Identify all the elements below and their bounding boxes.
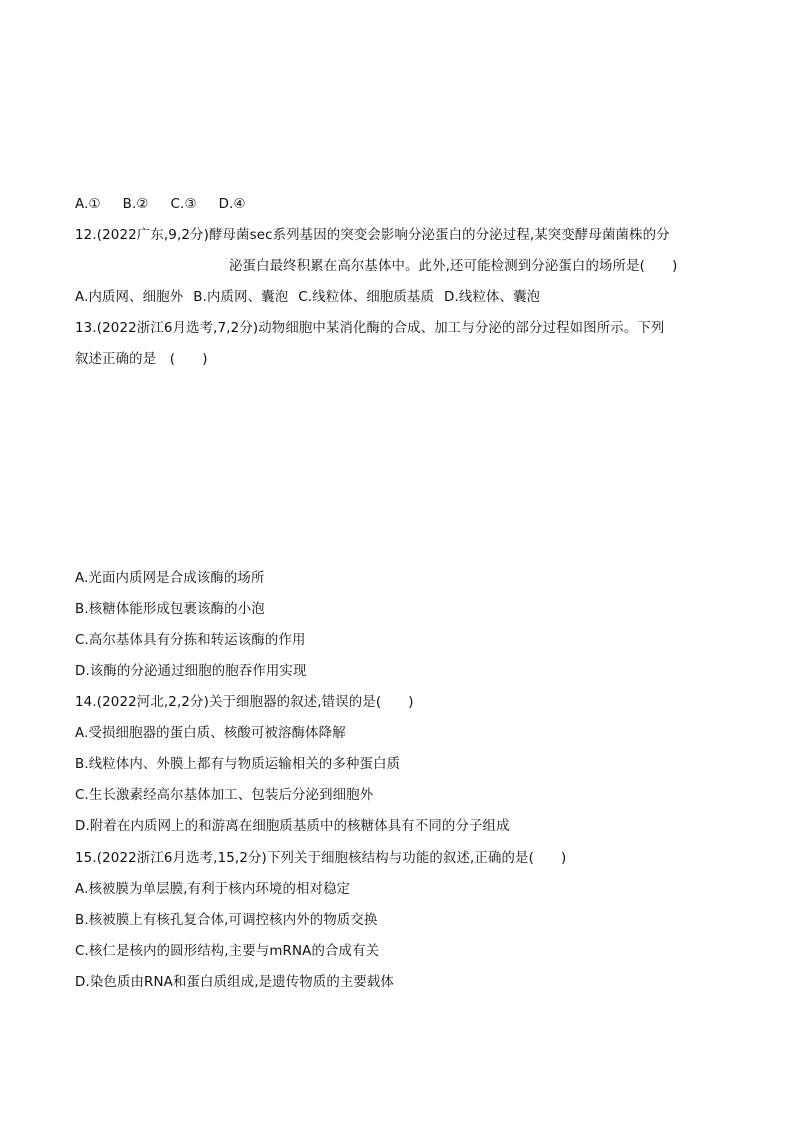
q13-option-b: B.核糖体能形成包裹该酶的小泡 xyxy=(75,602,265,617)
q12-stem-line2: 泌蛋白最终积累在高尔基体中。此外,还可能检测到分泌蛋白的场所是( ) xyxy=(229,259,678,274)
q15-option-c: C.核仁是核内的圆形结构,主要与mRNA的合成有关 xyxy=(75,944,380,959)
q14-option-b: B.线粒体内、外膜上都有与物质运输相关的多种蛋白质 xyxy=(75,757,401,772)
q15-option-b: B.核被膜上有核孔复合体,可调控核内外的物质交换 xyxy=(75,913,378,928)
q12-option-c: C.线粒体、细胞质基质 xyxy=(298,290,435,305)
q13-option-d: D.该酶的分泌通过细胞的胞吞作用实现 xyxy=(75,664,307,679)
q14-option-c: C.生长激素经高尔基体加工、包装后分泌到细胞外 xyxy=(75,788,374,803)
q12-option-d: D.线粒体、囊泡 xyxy=(444,290,541,305)
q15-option-a: A.核被膜为单层膜,有利于核内环境的相对稳定 xyxy=(75,882,351,897)
q11-option-c: C.③ xyxy=(170,197,197,212)
q11-option-d: D.④ xyxy=(218,197,246,212)
q14-option-a: A.受损细胞器的蛋白质、核酸可被溶酶体降解 xyxy=(75,726,346,741)
q13-option-a: A.光面内质网是合成该酶的场所 xyxy=(75,571,265,586)
q12-stem-line1: 12.(2022广东,9,2分)酵母菌sec系列基因的突变会影响分泌蛋白的分泌过程,某突变酵母菌菌株的分 xyxy=(75,228,670,243)
q15-stem: 15.(2022浙江6月选考,15,2分)下列关于细胞核结构与功能的叙述,正确的是( ) xyxy=(75,851,567,866)
q13-stem-line2: 叙述正确的是 ( ) xyxy=(75,352,208,367)
q14-stem: 14.(2022河北,2,2分)关于细胞器的叙述,错误的是( ) xyxy=(75,695,414,710)
q11-option-b: B.② xyxy=(122,197,149,212)
q12-option-a: A.内质网、细胞外 xyxy=(75,290,184,305)
q12-options xyxy=(75,289,540,307)
q11-option-a: A.① xyxy=(75,197,101,212)
q15-option-d: D.染色质由RNA和蛋白质组成,是遗传物质的主要载体 xyxy=(75,975,395,990)
q14-option-d: D.附着在内质网上的和游离在细胞质基质中的核糖体具有不同的分子组成 xyxy=(75,819,510,834)
q12-option-b: B.内质网、囊泡 xyxy=(193,290,289,305)
q13-option-c: C.高尔基体具有分拣和转运该酶的作用 xyxy=(75,633,306,648)
q11-options xyxy=(75,196,246,214)
q13-stem-line1: 13.(2022浙江6月选考,7,2分)动物细胞中某消化酶的合成、加工与分泌的部分过程如图所示。下列 xyxy=(75,321,665,336)
